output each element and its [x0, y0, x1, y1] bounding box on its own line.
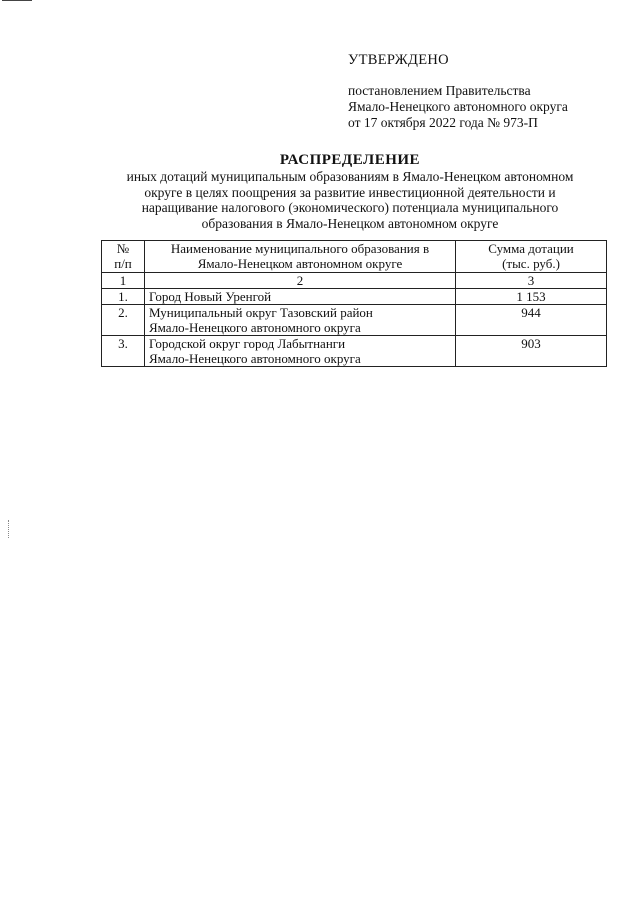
header-municipality: Наименование муниципального образования в Ямало-Ненецком автономном округе [145, 241, 456, 273]
column-number: 2 [145, 273, 456, 289]
row-municipality: Муниципальный округ Тазовский район Ямало-Ненецкого автономного округа [145, 305, 456, 336]
row-number: 2. [102, 305, 145, 336]
approval-line: от 17 октября 2022 года № 973-П [348, 115, 538, 130]
row-amount: 944 [456, 305, 607, 336]
table-row [102, 289, 607, 305]
approval-line: Ямало-Ненецкого автономного округа [348, 99, 568, 114]
subtitle-line: округе в целях поощрения за развитие инвестиционной деятельности и [144, 184, 556, 200]
row-municipality: Городской округ город Лабытнанги Ямало-Ненецкого автономного округа [145, 336, 456, 367]
subtitle-line: иных дотаций муниципальным образованиям в Ямало-Ненецком автономном [126, 169, 574, 184]
document-heading [100, 152, 600, 231]
subtitle-line: наращивание налогового (экономического) потенциала муниципального [141, 200, 559, 215]
row-municipality: Город Новый Уренгой [145, 289, 456, 305]
column-number: 3 [456, 273, 607, 289]
header-number: № п/п [102, 241, 145, 273]
scan-margin-mark [8, 520, 11, 538]
approval-lines [348, 83, 618, 131]
subtitle-line: образования в Ямало-Ненецком автономном округе [201, 215, 499, 231]
row-number: 3. [102, 336, 145, 367]
table-row [102, 305, 607, 336]
approval-line: постановлением Правительства [348, 83, 531, 98]
column-number-row [102, 273, 607, 289]
row-number: 1. [102, 289, 145, 305]
row-amount: 903 [456, 336, 607, 367]
column-number: 1 [102, 273, 145, 289]
table-header-row [102, 241, 607, 273]
table-row [102, 336, 607, 367]
approval-title: УТВЕРЖДЕНО [348, 52, 449, 68]
header-amount: Сумма дотации (тыс. руб.) [456, 241, 607, 273]
document-subtitle [100, 169, 600, 231]
row-amount: 1 153 [456, 289, 607, 305]
document-title: РАСПРЕДЕЛЕНИЕ [279, 152, 421, 168]
distribution-table [101, 240, 607, 367]
approval-stamp [348, 51, 618, 131]
scan-edge-mark [2, 0, 32, 1]
